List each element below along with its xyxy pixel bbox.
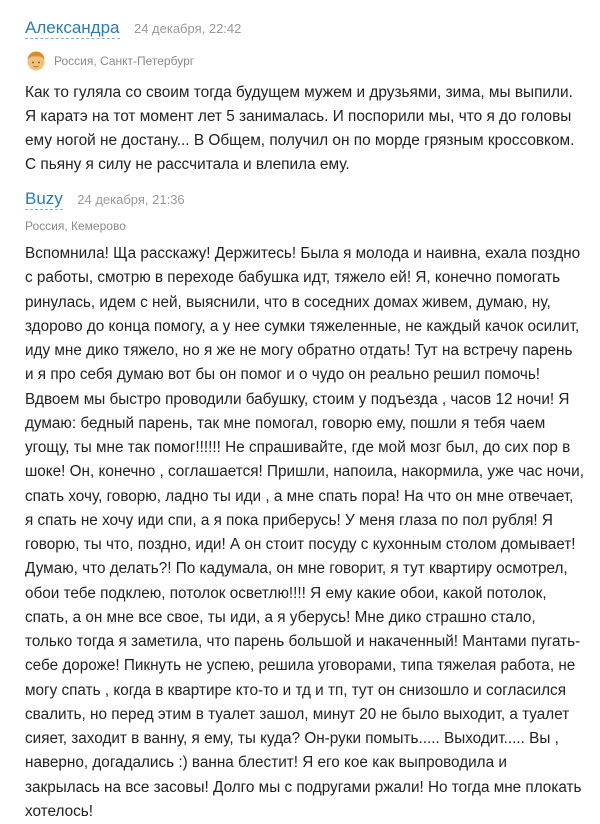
- comment-date: 24 декабря, 22:42: [133, 21, 242, 36]
- location-text: Россия, Кемерово: [25, 219, 126, 233]
- location-row: [25, 50, 194, 72]
- comment-1: [0, 0, 600, 185]
- location-text: Россия, Санкт-Петербург: [54, 54, 195, 68]
- comment-2: [0, 185, 600, 820]
- author-link[interactable]: Александра: [25, 18, 120, 37]
- comment-header: [25, 189, 185, 209]
- comment-header: [25, 18, 241, 38]
- comment-text: Вспомнила! Ща расскажу! Держитесь! Была я молода и наивна, ехала поздно с работы, смотрю в переходе бабушка идт, тяжело ей! Я, конечно помогать ринулась, идем с ней, выяснили, что в соседних домах живем, думаю, ну, здорово до конца помогу, а у нее сумки тяжеленные, не каждый качок осилит, иду мне дико тяжело, но я же не могу обратно отдать! Тут на встречу парень и я про себя думаю вот бы он помог и о чудо он реально решил помочь! Вдвоем мы быстро проводили бабушку, стоим у подъезда , часов 12 ночи! Я думаю: бедный парень, так мне помогал, говорю ему, пошли я тебя чаем угощу, ты мне так помог!!!!!! Не спрашивайте, где мой мозг был, до сих пор в шоке! Он, конечно , соглашается! Пришли, напоила, накормила, уже час ночи, спать хочу, говорю, ладно ты иди , а мне спать пора! На что он мне отвечает, я спать не хочу иди спи, а я пока приберусь! У меня глаза по пол рубля! Я говорю, ты что, поздно, иди! А он стоит посуду с кухонным столом домывает! Думаю, что делать?! По кадумала, он мне говорит, я тут квартиру осмотрел, обои тебе подклею, потолок осветлю!!!! Я ему какие обои, какой потолок, спать, а он мне все свое, ты иди, а я уберусь! Мне дико страшно стало, только тогда я заметила, что парень большой и накаченный! Мантами пугать- себе дороже! Пикнуть не успею, решила уговорами, типа тяжелая работа, не могу спать , когда в квартире кто-то и тд и тп, тут он снизошло и согласился свалить, но перед этим в туалет зашол, минут 20 не было выходит, а туалет сияет, заходит в ванну, я ему, ты куда? Он-руки помыть..... Выходит..... Вы , наверно, догадались :) ванна блестит! Я его кое как выпроводила и закрылась на все засовы! Долго мы с подругами ржали! Но тогда мне плокать хотелось!: [25, 245, 584, 820]
- location-row: [25, 219, 126, 233]
- user-avatar-icon: [25, 50, 47, 72]
- comment-text: Как то гуляла со своим тогда будущем мужем и друзьями, зима, мы выпили. Я каратэ на тот момент лет 5 занималась. И поспорили мы, что я до головы ему ногой не достану... В Общем, получил он по морде грязным кроссовком. С пьяну я силу не рассчитала и влепила ему.: [25, 84, 575, 173]
- author-link[interactable]: Buzy: [25, 189, 63, 208]
- comment-date: 24 декабря, 21:36: [77, 192, 185, 207]
